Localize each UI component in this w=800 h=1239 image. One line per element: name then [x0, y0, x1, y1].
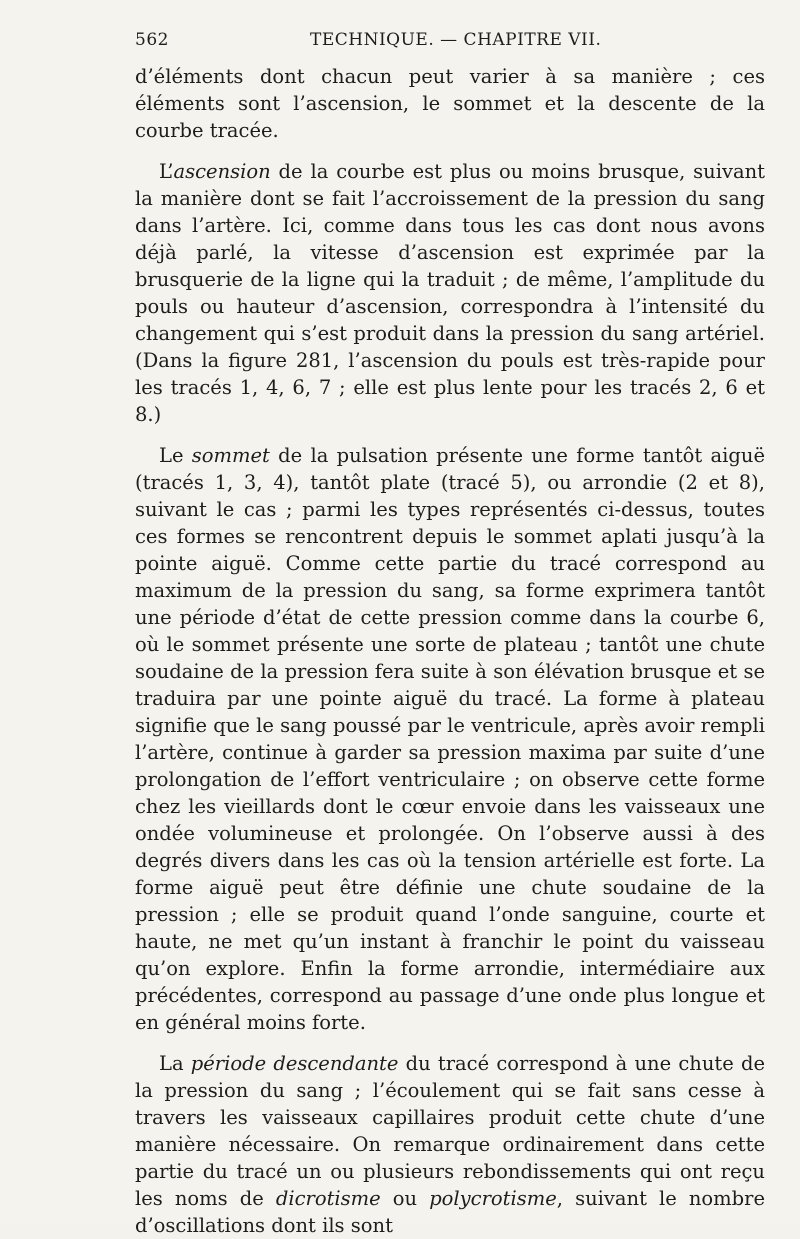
italic-term: sommet — [191, 444, 270, 467]
paragraph — [135, 442, 765, 1036]
running-title: TECHNIQUE. — CHAPITRE VII. — [310, 30, 602, 50]
italic-term: période descendante — [190, 1052, 399, 1075]
italic-term: ascension — [173, 160, 271, 183]
paragraph — [135, 63, 765, 144]
body-text — [135, 63, 765, 1239]
text-segment: de la pulsation présente une forme tantôt aiguë (tracés 1, 3, 4), tantôt plate (tracé 5), ou arrondie (2 et 8), suivant le cas ; parmi les types représentés ci-dessus, toutes ces formes se rencontrent depuis le sommet aplati jusqu’à la pointe aiguë. Comme cette partie du tracé correspond au maximum de la pression du sang, sa forme exprimera tantôt une période d’état de cette pression comme dans la courbe 6, où le sommet présente une sorte de plateau ; tantôt une chute soudaine de la pression fera suite à son élévation brusque et se traduira par une pointe aiguë du tracé. La forme à plateau signifie que le sang poussé par le ventricule, après avoir rempli l’artère, continue à garder sa pression maxima par suite d’une prolongation de l’effort ventriculaire ; on observe cette forme chez les vieillards dont le cœur envoie dans les vaisseaux une ondée volumineuse et prolongée. On l’observe aussi à des degrés divers dans les cas où la tension artérielle est forte. La forme aiguë peut être définie une chute soudaine de la pression ; elle se produit quand l’onde sanguine, courte et haute, ne met qu’un instant à franchir le point du vaisseau qu’on explore. Enfin la forme arrondie, intermédiaire aux précédentes, correspond au passage d’une onde plus longue et en général moins forte. — [135, 444, 765, 1034]
italic-term: polycrotisme — [429, 1187, 557, 1210]
text-segment: La — [159, 1052, 191, 1075]
page-header — [135, 30, 765, 56]
text-segment: ou — [380, 1187, 430, 1210]
text-segment: L’ — [159, 160, 174, 183]
text-segment: , suivant le nombre d’oscillations dont ils sont — [135, 1187, 766, 1237]
paragraph — [135, 1050, 765, 1239]
page-number: 562 — [135, 30, 169, 50]
text-segment: d’éléments dont chacun peut varier à sa manière ; ces éléments sont l’ascension, le sommet et la descente de la courbe tracée. — [135, 65, 765, 142]
paragraph — [135, 158, 765, 428]
text-segment: du tracé correspond à une chute de la pression du sang ; l’écoulement qui se fait sans cesse à travers les vaisseaux capillaires produit cette chute d’une manière nécessaire. On remarque ordinairement dans cette partie du tracé un ou plusieurs rebondissements qui ont reçu les noms de — [135, 1052, 765, 1210]
italic-term: dicrotisme — [275, 1187, 381, 1210]
text-segment: de la courbe est plus ou moins brusque, suivant la manière dont se fait l’accroissement de la pression du sang dans l’artère. Ici, comme dans tous les cas dont nous avons déjà parlé, la vitesse d’ascension est exprimée par la brusquerie de la ligne qui la traduit ; de même, l’amplitude du pouls ou hauteur d’ascension, correspondra à l’intensité du changement qui s’est produit dans la pression du sang artériel. (Dans la figure 281, l’ascension du pouls est très-rapide pour les tracés 1, 4, 6, 7 ; elle est plus lente pour les tracés 2, 6 et 8.) — [135, 160, 765, 426]
text-segment: Le — [159, 444, 192, 467]
